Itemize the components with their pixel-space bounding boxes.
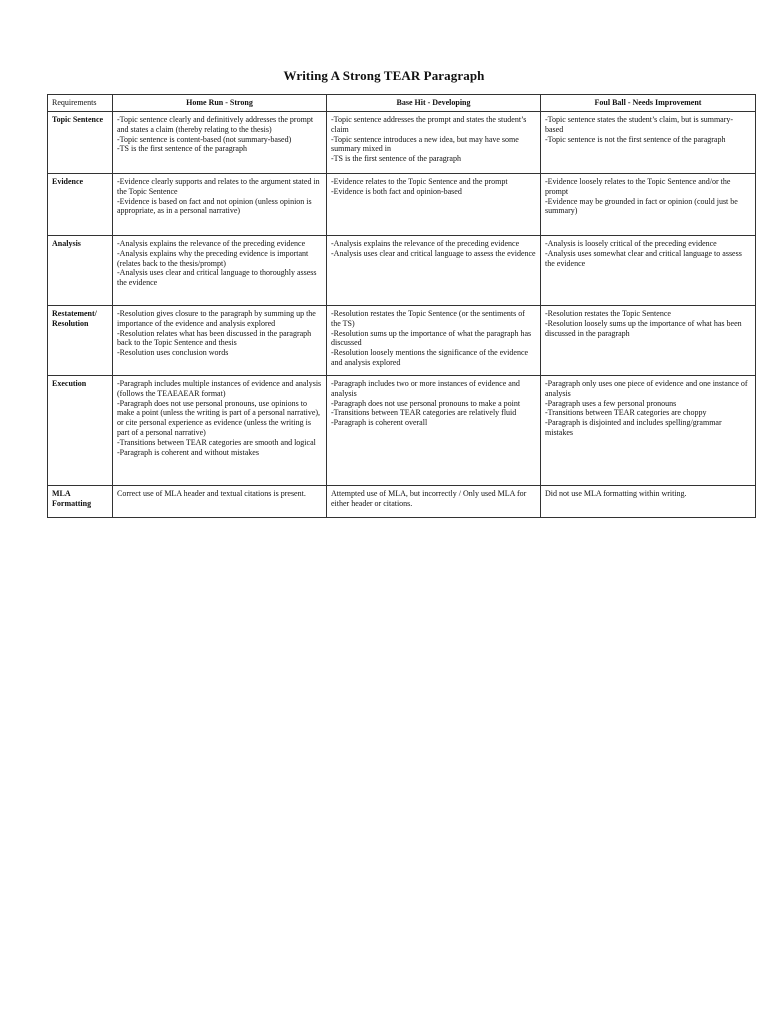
rubric-row-execution bbox=[48, 376, 756, 486]
criterion-label: MLA Formatting bbox=[48, 486, 113, 518]
cell-line: -Topic sentence clearly and definitively addresses the prompt and states a claim (thereby relating to the thesis) bbox=[117, 115, 314, 134]
rubric-cell bbox=[541, 486, 756, 518]
cell-line: -Topic sentence is content-based (not summary-based) bbox=[117, 134, 292, 144]
rubric-row-evidence bbox=[48, 174, 756, 236]
document-title: Writing A Strong TEAR Paragraph bbox=[283, 68, 485, 83]
cell-line: -Resolution loosely sums up the importance of what has been discussed in the paragraph bbox=[545, 318, 742, 338]
cell-line: -Analysis uses somewhat clear and critical language to assess the evidence bbox=[545, 248, 742, 268]
cell-line: -Evidence clearly supports and relates to the argument stated in the Topic Sentence bbox=[117, 177, 320, 196]
cell-line: -Resolution restates the Topic Sentence (or the sentiments of the TS) bbox=[331, 309, 525, 328]
cell-line: -Topic sentence introduces a new idea, but may have some summary mixed in bbox=[331, 134, 519, 154]
header-foul-ball: Foul Ball - Needs Improvement bbox=[541, 95, 756, 112]
cell-line: -Resolution uses conclusion words bbox=[117, 348, 229, 358]
cell-line: -Paragraph is disjointed and includes spelling/grammar mistakes bbox=[545, 418, 722, 437]
rubric-cell bbox=[327, 486, 541, 518]
cell-line: -Resolution relates what has been discussed in the paragraph back to the Topic Sentence and thesis bbox=[117, 328, 312, 348]
cell-line: -Analysis explains the relevance of the preceding evidence bbox=[117, 239, 306, 248]
cell-line: -Analysis uses clear and critical language to assess the evidence bbox=[331, 248, 536, 258]
cell-line: -Transitions between TEAR categories are relatively fluid bbox=[331, 408, 517, 418]
rubric-cell bbox=[327, 112, 541, 174]
cell-line: -Evidence is both fact and opinion-based bbox=[331, 186, 462, 196]
cell-line: -Paragraph is coherent overall bbox=[331, 418, 428, 428]
cell-line: -Transitions between TEAR categories are smooth and logical bbox=[117, 437, 316, 447]
rubric-cell bbox=[113, 486, 327, 518]
rubric-cell bbox=[541, 112, 756, 174]
cell-line: -Analysis uses clear and critical language to thoroughly assess the evidence bbox=[117, 268, 317, 288]
rubric-cell bbox=[541, 306, 756, 376]
header-home-run: Home Run - Strong bbox=[113, 95, 327, 112]
cell-line: -Paragraph uses a few personal pronouns bbox=[545, 398, 677, 408]
criterion-label: Analysis bbox=[48, 236, 113, 306]
header-row bbox=[48, 95, 756, 112]
cell-line: -Topic sentence is not the first sentence of the paragraph bbox=[545, 134, 726, 144]
header-requirements: Requirements bbox=[48, 95, 113, 112]
rubric-cell bbox=[327, 174, 541, 236]
cell-line: -Topic sentence states the student’s claim, but is summary-based bbox=[545, 115, 734, 134]
cell-line: -Paragraph is coherent and without mistakes bbox=[117, 447, 259, 457]
cell-line: -Resolution sums up the importance of what the paragraph has discussed bbox=[331, 328, 532, 348]
rubric-row-mla-formatting bbox=[48, 486, 756, 518]
cell-line: Correct use of MLA header and textual citations is present. bbox=[117, 489, 306, 498]
cell-line: -Paragraph includes two or more instances of evidence and analysis bbox=[331, 379, 520, 398]
cell-line: -Topic sentence addresses the prompt and states the student’s claim bbox=[331, 115, 527, 134]
cell-line: -Paragraph does not use personal pronouns to make a point bbox=[331, 398, 521, 408]
cell-line: Attempted use of MLA, but incorrectly / Only used MLA for either header or citations. bbox=[331, 489, 527, 508]
cell-line: -TS is the first sentence of the paragraph bbox=[117, 144, 247, 154]
rubric-cell bbox=[113, 174, 327, 236]
cell-line: -Resolution restates the Topic Sentence bbox=[545, 309, 671, 318]
rubric-cell bbox=[113, 112, 327, 174]
rubric-cell bbox=[541, 174, 756, 236]
cell-line: -Evidence may be grounded in fact or opinion (could just be summary) bbox=[545, 196, 738, 216]
cell-line: -Evidence loosely relates to the Topic Sentence and/or the prompt bbox=[545, 177, 731, 196]
rubric-row-topic-sentence bbox=[48, 112, 756, 174]
rubric-row-analysis bbox=[48, 236, 756, 306]
cell-line: Did not use MLA formatting within writing. bbox=[545, 489, 687, 498]
rubric-cell bbox=[541, 236, 756, 306]
cell-line: -Evidence is based on fact and not opinion (unless opinion is appropriate, as in a personal narrative) bbox=[117, 196, 312, 216]
rubric-cell bbox=[327, 236, 541, 306]
cell-line: -Analysis explains the relevance of the preceding evidence bbox=[331, 239, 520, 248]
cell-line: -Evidence relates to the Topic Sentence and the prompt bbox=[331, 177, 508, 186]
cell-line: -Resolution loosely mentions the significance of the evidence and analysis explored bbox=[331, 348, 529, 367]
rubric-row-restatement-resolution bbox=[48, 306, 756, 376]
cell-line: -Paragraph includes multiple instances of evidence and analysis (follows the TEAEAEAR format) bbox=[117, 379, 322, 398]
criterion-label: Topic Sentence bbox=[48, 112, 113, 174]
header-base-hit: Base Hit - Developing bbox=[327, 95, 541, 112]
criterion-label: Restatement/ Resolution bbox=[48, 306, 113, 376]
tear-rubric-table bbox=[47, 94, 756, 518]
cell-line: -Paragraph does not use personal pronouns, use opinions to make a point (unless the writing is part of a personal narrative), or cite personal experience as evidence (unless the writing is part of a personal narrative) bbox=[117, 398, 321, 437]
cell-line: -Paragraph only uses one piece of evidence and one instance of analysis bbox=[545, 379, 748, 398]
cell-line: -Analysis explains why the preceding evidence is important (relates back to the thesis/prompt) bbox=[117, 248, 309, 268]
criterion-label: Evidence bbox=[48, 174, 113, 236]
rubric-cell bbox=[541, 376, 756, 486]
criterion-label: Execution bbox=[48, 376, 113, 486]
rubric-cell bbox=[113, 306, 327, 376]
rubric-cell bbox=[113, 236, 327, 306]
cell-line: -Analysis is loosely critical of the preceding evidence bbox=[545, 239, 717, 248]
rubric-cell bbox=[113, 376, 327, 486]
cell-line: -Transitions between TEAR categories are choppy bbox=[545, 408, 707, 418]
rubric-cell bbox=[327, 376, 541, 486]
cell-line: -Resolution gives closure to the paragraph by summing up the importance of the evidence and analysis explored bbox=[117, 309, 316, 328]
cell-line: -TS is the first sentence of the paragraph bbox=[331, 154, 461, 164]
rubric-cell bbox=[327, 306, 541, 376]
